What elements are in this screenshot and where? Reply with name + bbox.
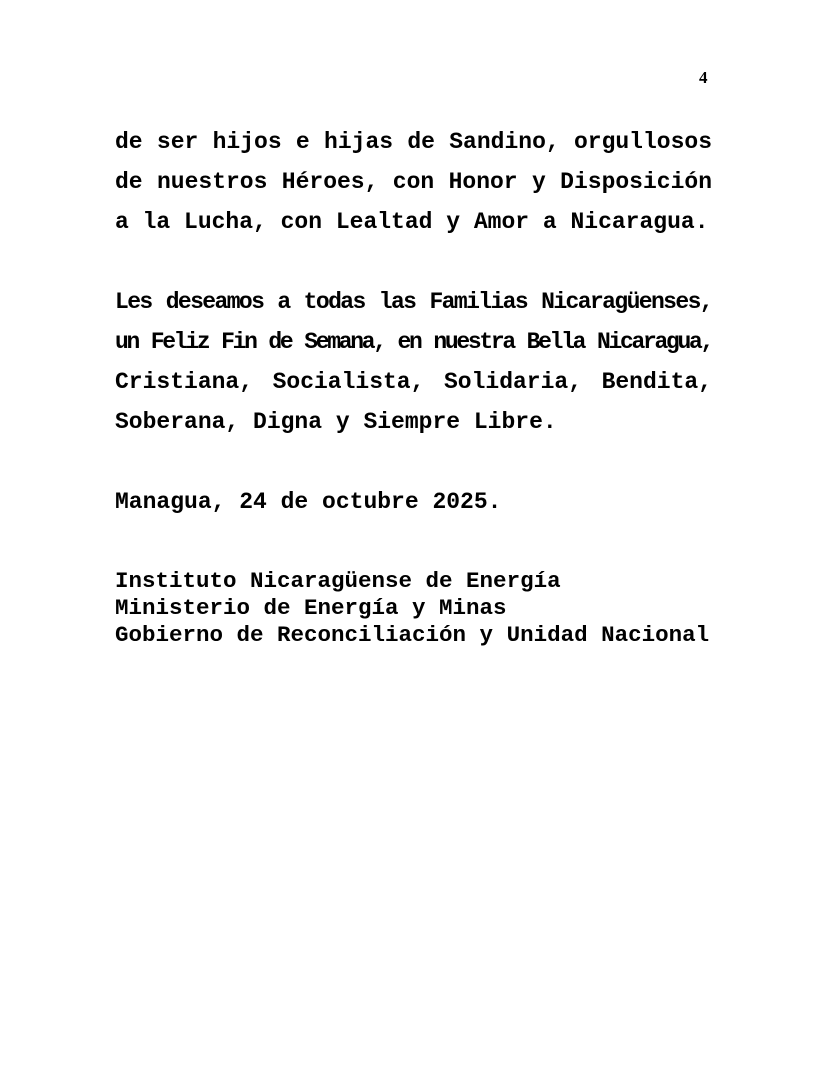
paragraph-greeting — [115, 282, 712, 442]
date-text: Managua, 24 de octubre 2025. — [115, 489, 502, 515]
text-line: Cristiana, Socialista, Solidaria, Bendita, — [115, 369, 712, 395]
signature-ministry: Ministerio de Energía y Minas — [115, 595, 507, 621]
date-line — [115, 482, 712, 522]
text-line: de nuestros Héroes, con Honor y Disposición — [115, 169, 712, 195]
text-line: Soberana, Digna y Siempre Libre. — [115, 409, 557, 435]
text-line: Les deseamos a todas las Familias Nicaragüenses, — [115, 289, 712, 315]
signature-government: Gobierno de Reconciliación y Unidad Nacional — [115, 622, 710, 648]
text-line: de ser hijos e hijas de Sandino, orgullosos — [115, 129, 712, 155]
text-line: un Feliz Fin de Semana, en nuestra Bella Nicaragua, — [115, 329, 712, 355]
paragraph-closing-statement — [115, 122, 712, 242]
text-line: a la Lucha, con Lealtad y Amor a Nicaragua. — [115, 209, 709, 235]
page-number: 4 — [699, 68, 708, 87]
signature-block — [115, 568, 709, 649]
signature-institution: Instituto Nicaragüense de Energía — [115, 568, 561, 594]
